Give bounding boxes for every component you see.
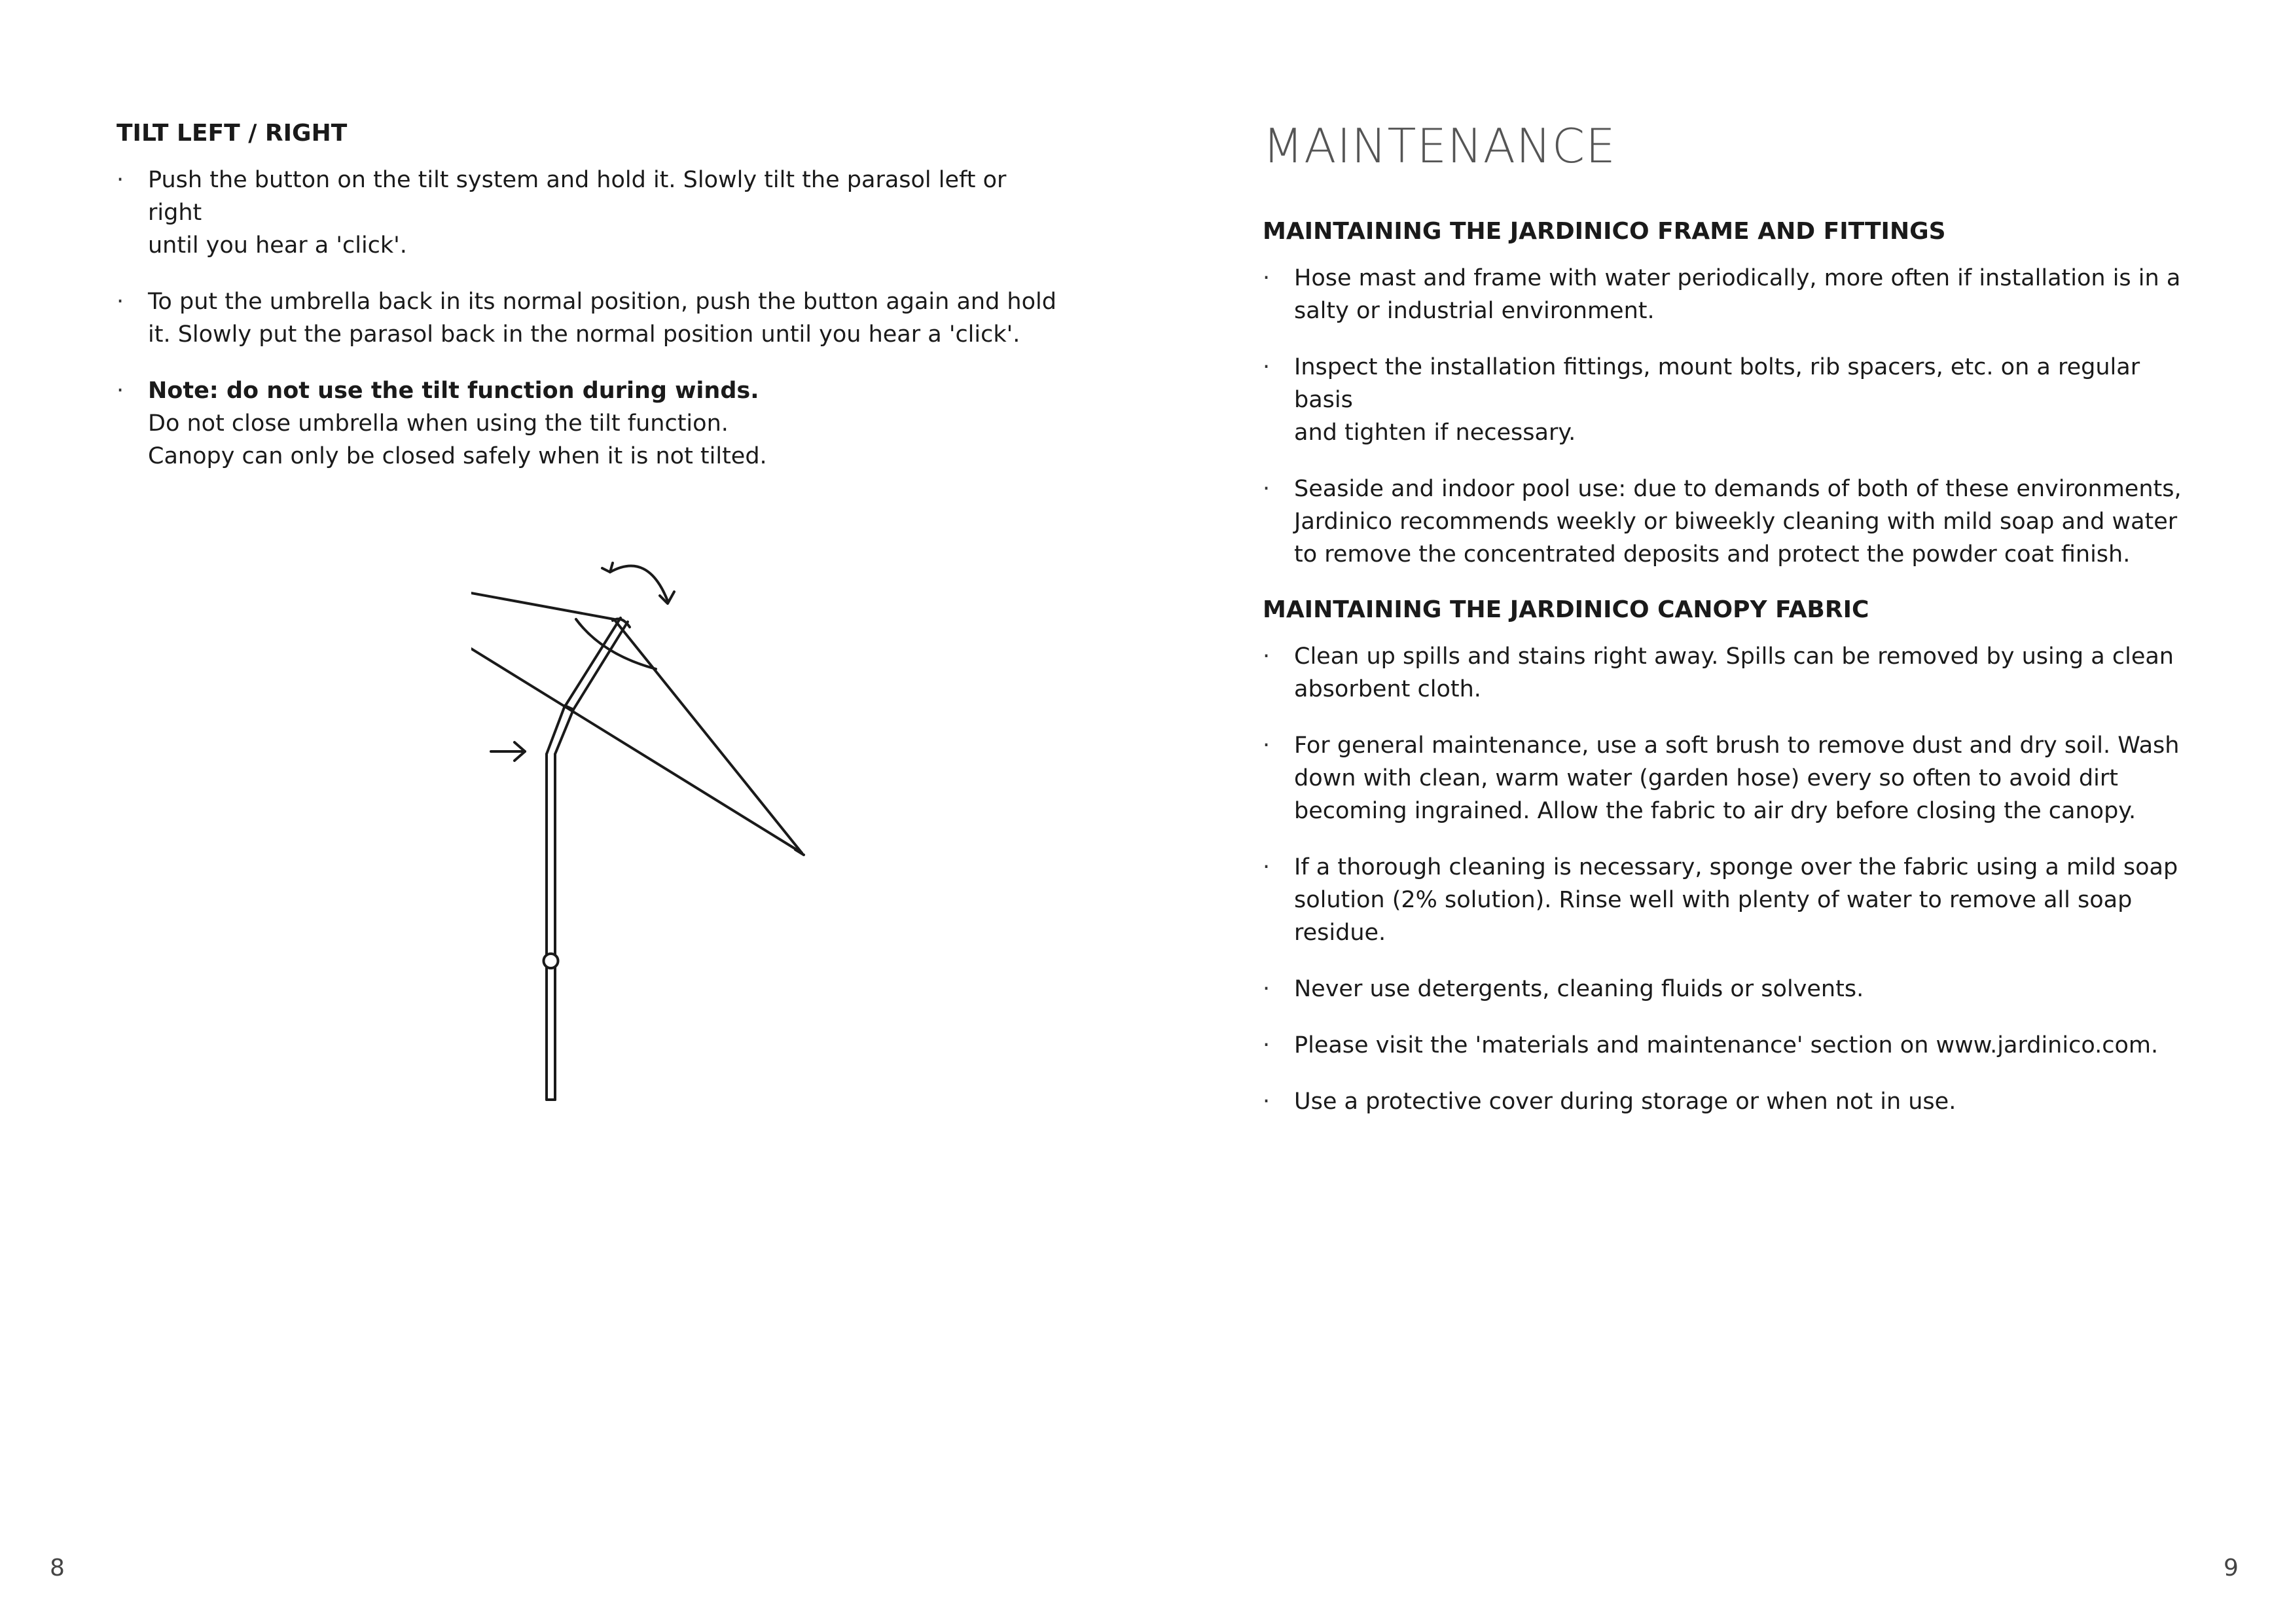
frame-fittings-heading: MAINTAINING THE JARDINICO FRAME AND FITTINGS bbox=[1263, 218, 1946, 245]
text-line: · Inspect the installation fittings, mount bolts, rib spacers, etc. on a regular basis bbox=[1294, 354, 2140, 413]
right-page-column bbox=[1263, 117, 2192, 1142]
pole bbox=[544, 754, 558, 1100]
push-arrow-icon bbox=[491, 742, 525, 761]
text-line: to remove the concentrated deposits and protect the powder coat finish. bbox=[1294, 541, 2131, 568]
canopy bbox=[471, 569, 804, 855]
text-line: down with clean, warm water (garden hose) every so often to avoid dirt bbox=[1294, 765, 2118, 791]
text-line: until you hear a 'click'. bbox=[148, 232, 407, 259]
text-line: · If a thorough cleaning is necessary, sponge over the fabric using a mild soap bbox=[1294, 854, 2178, 880]
tilt-bullet-1 bbox=[117, 164, 1059, 262]
text-line: · Never use detergents, cleaning fluids or solvents. bbox=[1294, 976, 1864, 1002]
tilt-bullet-3 bbox=[117, 374, 1059, 473]
text-line: solution (2% solution). Rinse well with plenty of water to remove all soap bbox=[1294, 887, 2133, 913]
fabric-maintenance-list bbox=[1263, 640, 2192, 1118]
list-item bbox=[1263, 1029, 2192, 1062]
page-number-right: 9 bbox=[2224, 1555, 2239, 1581]
text-line: salty or industrial environment. bbox=[1294, 298, 1655, 324]
tilt-bullet-2 bbox=[117, 285, 1059, 351]
list-item bbox=[1263, 640, 2192, 706]
tilt-instructions-list bbox=[117, 164, 1059, 473]
page-title: MAINTENANCE bbox=[1263, 118, 1616, 173]
text-line: Do not close umbrella when using the tilt function. bbox=[148, 410, 729, 437]
list-item bbox=[1263, 851, 2192, 949]
text-line: · Clean up spills and stains right away. Spills can be removed by using a clean bbox=[1294, 643, 2174, 670]
tilt-joint bbox=[547, 618, 628, 754]
text-line: · Push the button on the tilt system and hold it. Slowly tilt the parasol left or right bbox=[148, 167, 1007, 226]
tilt-rotation-arrow-icon bbox=[602, 563, 674, 604]
text-line: · Hose mast and frame with water periodically, more often if installation is in a bbox=[1294, 265, 2181, 291]
tilt-heading: TILT LEFT / RIGHT bbox=[117, 120, 348, 147]
left-page-column bbox=[117, 117, 1059, 496]
list-item bbox=[1263, 729, 2192, 827]
text-line: · For general maintenance, use a soft brush to remove dust and dry soil. Wash bbox=[1294, 732, 2180, 759]
text-line: · Please visit the 'materials and maintenance' section on www.jardinico.com. bbox=[1294, 1032, 2159, 1058]
text-line: · To put the umbrella back in its normal position, push the button again and hold bbox=[148, 289, 1056, 315]
wind-warning-note: · Note: do not use the tilt function during winds. bbox=[148, 378, 759, 404]
text-line: and tighten if necessary. bbox=[1294, 420, 1576, 446]
text-line: it. Slowly put the parasol back in the normal position until you hear a 'click'. bbox=[148, 321, 1020, 348]
list-item bbox=[1263, 1085, 2192, 1118]
list-item bbox=[1263, 351, 2192, 449]
text-line: Jardinico recommends weekly or biweekly cleaning with mild soap and water bbox=[1294, 509, 2178, 535]
list-item bbox=[1263, 973, 2192, 1005]
canopy-fabric-heading: MAINTAINING THE JARDINICO CANOPY FABRIC bbox=[1263, 596, 1869, 623]
frame-maintenance-list bbox=[1263, 262, 2192, 571]
tilted-parasol-diagram-icon bbox=[471, 550, 838, 1113]
text-line: residue. bbox=[1294, 920, 1386, 946]
text-line: absorbent cloth. bbox=[1294, 676, 1481, 702]
text-line: Canopy can only be closed safely when it is not tilted. bbox=[148, 443, 767, 469]
page-number-left: 8 bbox=[50, 1555, 65, 1581]
text-line: · Seaside and indoor pool use: due to demands of both of these environments, bbox=[1294, 476, 2182, 502]
text-line: · Use a protective cover during storage or when not in use. bbox=[1294, 1089, 1956, 1115]
list-item bbox=[1263, 262, 2192, 327]
text-line: becoming ingrained. Allow the fabric to air dry before closing the canopy. bbox=[1294, 798, 2136, 824]
list-item bbox=[1263, 473, 2192, 571]
